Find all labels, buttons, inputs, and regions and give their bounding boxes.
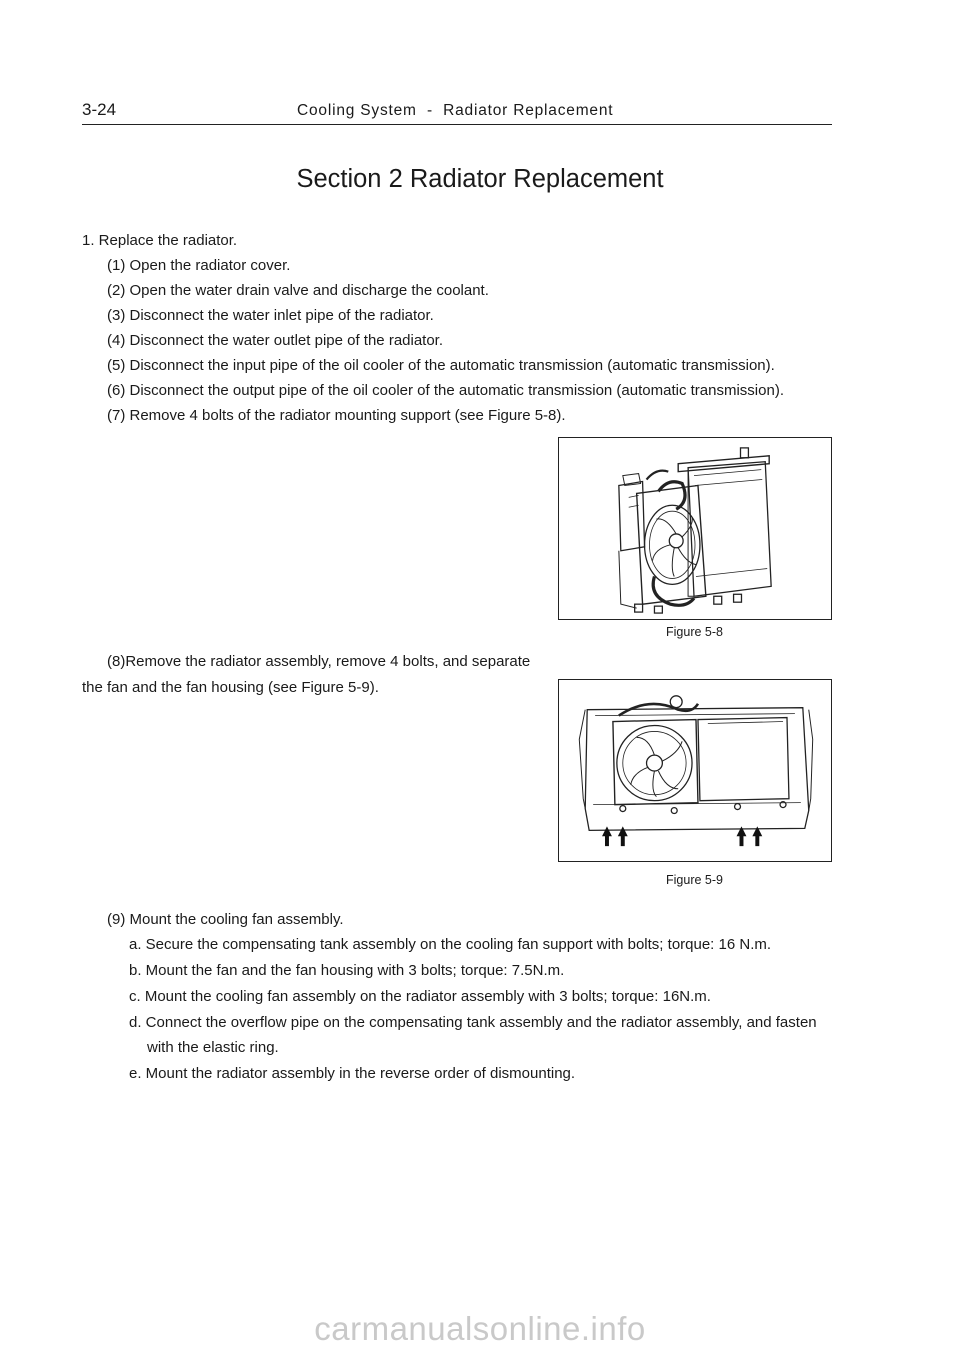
- header-divider: [82, 124, 832, 125]
- watermark: carmanualsonline.info: [314, 1310, 646, 1347]
- step-item: (3) Disconnect the water inlet pipe of the radiator.: [107, 307, 434, 324]
- step-1-heading: 1. Replace the radiator.: [82, 232, 238, 249]
- substep-d-line-1: d. Connect the overflow pipe on the compensating tank assembly and the radiator assembly, and fasten: [129, 1014, 817, 1031]
- radiator-mounting-frame-illustration-icon: [559, 680, 831, 861]
- radiator-fan-assembly-illustration-icon: [559, 438, 831, 619]
- step-item: (1) Open the radiator cover.: [107, 257, 291, 274]
- step-item: (2) Open the water drain valve and discharge the coolant.: [107, 282, 489, 299]
- step-8-line-2: the fan and the fan housing (see Figure 5-9).: [82, 679, 379, 696]
- page-number: 3-24: [82, 100, 117, 119]
- running-header-title: Cooling System - Radiator Replacement: [297, 102, 614, 119]
- figure-5-9-caption: Figure 5-9: [666, 873, 723, 887]
- figure-5-8-image: [558, 437, 832, 620]
- substep-b: b. Mount the fan and the fan housing with 3 bolts; torque: 7.5N.m.: [129, 962, 565, 979]
- substep-a: a. Secure the compensating tank assembly on the cooling fan support with bolts; torque: 16 N.m.: [129, 936, 772, 953]
- step-item: (7) Remove 4 bolts of the radiator mounting support (see Figure 5-8).: [107, 407, 566, 424]
- step-9-heading: (9) Mount the cooling fan assembly.: [107, 911, 344, 928]
- step-item: (6) Disconnect the output pipe of the oil cooler of the automatic transmission (automatic transmission).: [107, 382, 784, 399]
- figure-5-8-caption: Figure 5-8: [666, 625, 723, 639]
- step-8-line-1: (8)Remove the radiator assembly, remove 4 bolts, and separate: [107, 653, 531, 670]
- section-title: Section 2 Radiator Replacement: [296, 165, 664, 193]
- step-item: (5) Disconnect the input pipe of the oil cooler of the automatic transmission (automatic transmission).: [107, 357, 775, 374]
- substep-c: c. Mount the cooling fan assembly on the radiator assembly with 3 bolts; torque: 16N.m.: [129, 988, 711, 1005]
- substep-e: e. Mount the radiator assembly in the reverse order of dismounting.: [129, 1065, 576, 1082]
- step-item: (4) Disconnect the water outlet pipe of the radiator.: [107, 332, 444, 349]
- substep-d-line-2: with the elastic ring.: [147, 1039, 279, 1056]
- figure-5-9-image: [558, 679, 832, 862]
